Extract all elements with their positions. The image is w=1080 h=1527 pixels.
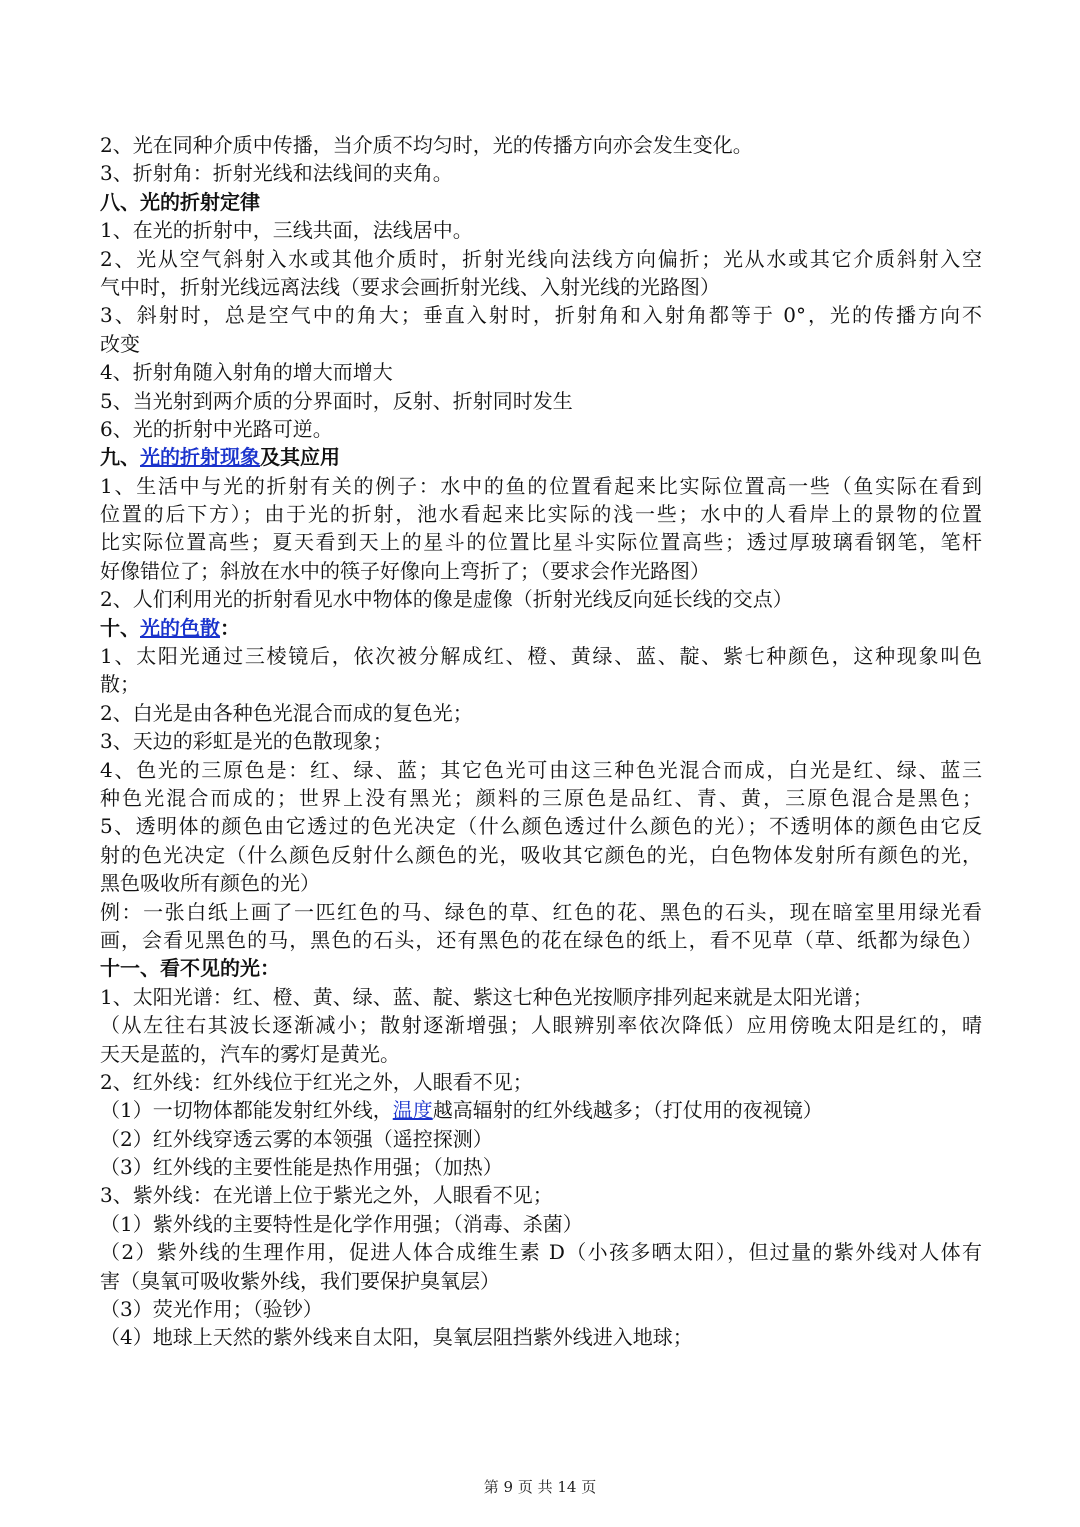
text-line: 好像错位了；斜放在水中的筷子好像向上弯折了；（要求会作光路图） [100,558,710,583]
text-line: 气中时，折射光线远离法线（要求会画折射光线、入射光线的光路图） [100,274,720,299]
term-link[interactable]: 光的折射现象 [140,445,260,470]
text-line: 5、透明体的颜色由它透过的色光决定（什么颜色透过什么颜色的光）；不透明体的颜色由它反 [100,814,982,839]
text-line: （3）荧光作用；（验钞） [100,1297,323,1322]
text-line: 6、光的折射中光路可逆。 [100,416,333,441]
text-line: 2、光在同种介质中传播，当介质不均匀时，光的传播方向亦会发生变化。 [100,133,753,157]
text-line: 2、人们利用光的折射看见水中物体的像是虚像（折射光线反向延长线的交点） [100,587,793,612]
text-segment: （1）一切物体都能发射红外线， [100,1098,393,1123]
text-line: 3、斜射时，总是空气中的角大；垂直入射时，折射角和入射角都等于 0°，光的传播方向不 [100,303,982,328]
text-line: 位置的后下方）；由于光的折射，池水看起来比实际的浅一些；水中的人看岸上的景物的位置 [100,502,982,527]
text-line: 3、折射角：折射光线和法线间的夹角。 [100,161,453,186]
text-line: 比实际位置高些；夏天看到天上的星斗的位置比星斗实际位置高些；透过厚玻璃看钢笔，笔杆 [100,530,982,555]
term-link[interactable]: 光的色散 [140,615,220,640]
text-line: 射的色光决定（什么颜色反射什么颜色的光，吸收其它颜色的光，白色物体发射所有颜色的光， [100,842,982,867]
text-line: 画，会看见黑色的马，黑色的石头，还有黑色的花在绿色的纸上，看不见草（草、纸都为绿色） [100,927,982,952]
term-link[interactable]: 温度 [392,1098,433,1123]
page-body [100,131,982,1352]
text-segment: 及其应用 [260,445,340,470]
text-line: （从左往右其波长逐渐减小；散射逐渐增强；人眼辨别率依次降低）应用傍晚太阳是红的，晴 [100,1013,982,1038]
section-heading: 十一、看不见的光： [100,956,280,981]
text-line: 种色光混合而成的；世界上没有黑光；颜料的三原色是品红、青、黄，三原色混合是黑色； [100,785,982,810]
text-line: （2）红外线穿透云雾的本领强（遥控探测） [100,1126,493,1151]
section-heading [100,614,982,642]
text-line: （2）紫外线的生理作用，促进人体合成维生素 D（小孩多晒太阳），但过量的紫外线对人体有 [100,1240,982,1265]
text-segment: ： [220,615,240,640]
section-heading [100,443,982,471]
text-line: 天天是蓝的，汽车的雾灯是黄光。 [100,1041,400,1066]
text-line: 4、折射角随入射角的增大而增大 [100,360,393,385]
text-line: 1、太阳光通过三棱镜后，依次被分解成红、橙、黄绿、蓝、靛、紫七种颜色，这种现象叫色 [100,644,982,669]
text-line: （1）紫外线的主要特性是化学作用强；（消毒、杀菌） [100,1211,583,1236]
text-line [100,1096,982,1124]
text-segment: 越高辐射的红外线越多；（打仗用的夜视镜） [432,1098,823,1123]
section-heading: 八、光的折射定律 [100,189,260,214]
text-segment: 九、 [100,445,140,470]
page-footer: 第 9 页 共 14 页 [483,1478,597,1496]
text-line: 2、光从空气斜射入水或其他介质时，折射光线向法线方向偏折；光从水或其它介质斜射入空 [100,246,982,271]
text-line: 害（臭氧可吸收紫外线，我们要保护臭氧层） [100,1268,500,1293]
text-line: 散； [100,672,140,697]
text-line: （4）地球上天然的紫外线来自太阳，臭氧层阻挡紫外线进入地球； [100,1325,693,1350]
text-line: 1、太阳光谱：红、橙、黄、绿、蓝、靛、紫这七种色光按顺序排列起来就是太阳光谱； [100,984,873,1009]
text-line: 黑色吸收所有颜色的光） [100,871,320,896]
text-line: 1、生活中与光的折射有关的例子：水中的鱼的位置看起来比实际位置高一些（鱼实际在看到 [100,473,982,498]
text-line: 2、白光是由各种色光混合而成的复色光； [100,700,473,725]
text-line: 3、天边的彩虹是光的色散现象； [100,729,393,754]
text-line: 例：一张白纸上画了一匹红色的马、绿色的草、红色的花、黑色的石头，现在暗室里用绿光看 [100,899,982,924]
text-segment: 十、 [100,615,140,640]
text-line: 5、当光射到两介质的分界面时，反射、折射同时发生 [100,388,573,413]
text-line: 4、色光的三原色是：红、绿、蓝；其它色光可由这三种色光混合而成，白光是红、绿、蓝三 [100,757,982,782]
text-line: 改变 [100,331,140,356]
text-line: 2、红外线：红外线位于红光之外，人眼看不见； [100,1069,533,1094]
text-line: （3）红外线的主要性能是热作用强；（加热） [100,1155,503,1180]
text-line: 1、在光的折射中，三线共面，法线居中。 [100,218,473,243]
text-line: 3、紫外线：在光谱上位于紫光之外，人眼看不见； [100,1183,553,1208]
